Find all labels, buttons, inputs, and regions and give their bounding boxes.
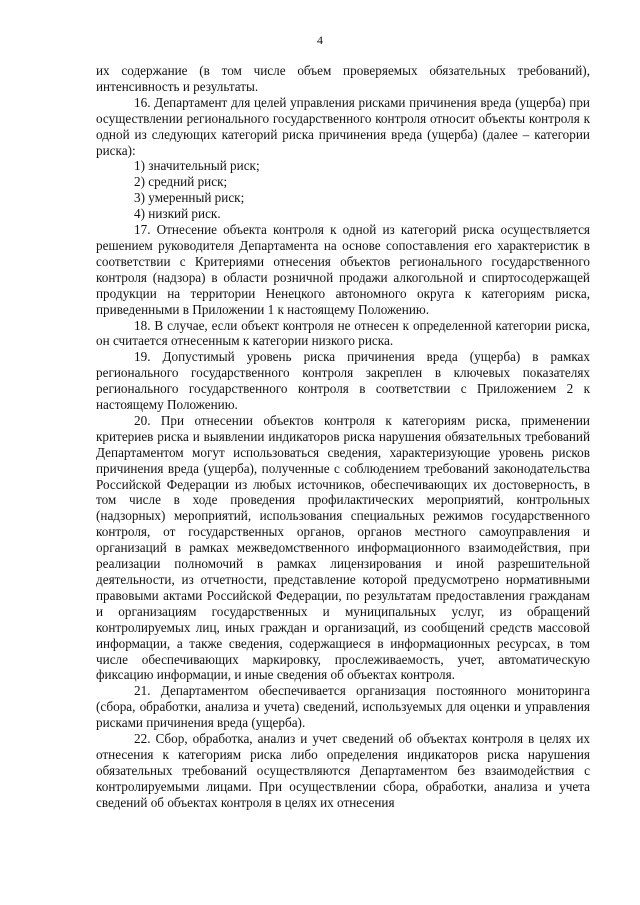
list-item: 2) средний риск;: [134, 174, 228, 190]
list-item: 3) умеренный риск;: [134, 190, 245, 206]
risk-categories-list: [96, 158, 590, 222]
list-item: 1) значительный риск;: [134, 158, 260, 174]
paragraph-continuation: их содержание (в том числе объем проверяемых обязательных требований), интенсивность и результаты.: [96, 63, 590, 94]
paragraph-20: 20. При отнесении объектов контроля к категориям риска, применении критериев риска и выявлении индикаторов риска нарушения обязательных требований Департаментом могут использоваться сведения, характеризующие уровень рисков причинения вреда (ущерба), полученные с соблюдением требований законодательства Российской Федерации из любых источников, обеспечивающих их достоверность, в том числе в ходе проведения профилактических мероприятий, контрольных (надзорных) мероприятий, использования специальных режимов государственного контроля, от государственных органов, органов местного самоуправления и организаций в рамках межведомственного информационного взаимодействия, при реализации полномочий в рамках лицензирования и иной разрешительной деятельности, из отчетности, представление которой предусмотрено нормативными правовыми актами Российской Федерации, по результатам предоставления гражданам и организациям государственных и муниципальных услуг, из обращений контролируемых лиц, иных граждан и организаций, из сообщений средств массовой информации, а также сведения, содержащиеся в информационных ресурсах, в том числе обеспечивающих маркировку, прослеживаемость, учет, автоматическую фиксацию информации, и иные сведения об объектах контроля.: [96, 412, 590, 683]
paragraph-16: 16. Департамент для целей управления рисками причинения вреда (ущерба) при осуществлении регионального государственного контроля относит объекты контроля к одной из следующих категорий риска причинения вреда (ущерба) (далее – категории риска):: [96, 94, 590, 158]
list-item: 4) низкий риск.: [134, 206, 221, 222]
paragraph-17: 17. Отнесение объекта контроля к одной из категорий риска осуществляется решением руководителя Департамента на основе сопоставления его характеристик в соответствии с Критериями отнесения объектов регионального государственного контроля (надзора) в области розничной продажи алкогольной и спиртосодержащей продукции на территории Ненецкого автономного округа к категориям риска, приведенными в Приложении 1 к настоящему Положению.: [96, 222, 590, 317]
document-body: [96, 63, 590, 811]
paragraph-18: 18. В случае, если объект контроля не отнесен к определенной категории риска, он считается отнесенным к категории низкого риска.: [96, 317, 590, 349]
paragraph-22: 22. Сбор, обработка, анализ и учет сведений об объектах контроля в целях их отнесения к категориям риска либо определения индикаторов риска нарушения обязательных требований осуществляются Департаментом без взаимодействия с контролируемыми лицами. При осуществлении сбора, обработки, анализа и учета сведений об объектах контроля в целях их отнесения: [96, 731, 590, 810]
paragraph-21: 21. Департаментом обеспечивается организация постоянного мониторинга (сбора, обработки, анализа и учета) сведений, используемых для оценки и управления рисками причинения вреда (ущерба).: [96, 683, 590, 731]
page-number: 4: [317, 33, 323, 47]
paragraph-19: 19. Допустимый уровень риска причинения вреда (ущерба) в рамках регионального государственного контроля закреплен в ключевых показателях регионального государственного контроля в соответствии с Приложением 2 к настоящему Положению.: [96, 349, 590, 413]
